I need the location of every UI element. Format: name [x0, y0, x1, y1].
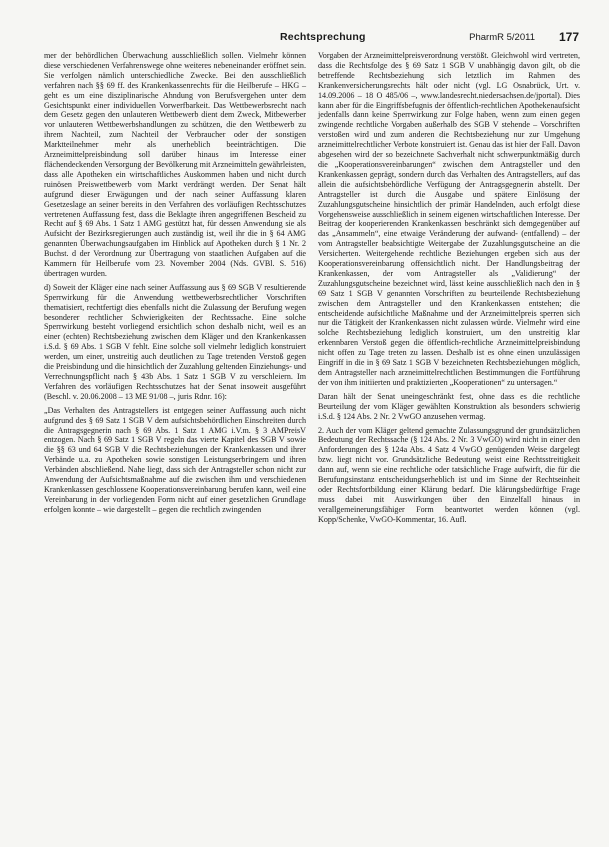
paragraph: mer der behördlichen Überwachung ausschließlich sollen. Vielmehr können diese verschiedenen Verfahrenswege ohne weiteres nebeneinander eröffnet sein. Sie verfolgen nämlich unterschiedliche Zwecke. Bei den ausschließlich verfahren nach §§ 69 ff. des Krankenkassenrechts für die Heilberufe – HKG – geht es um eine disziplinarische Ahndung von Berufsvergehen unter dem Gesichtspunkt einer individuellen Vorwerfbarkeit. Das Wettbewerbsrecht nach dem Gesetz gegen den unlauteren Wettbewerb dient dem Zweck, Mitbewerber vor unlauteren Wettbewerbshandlungen zu schützen, die den Wettbewerb zu ihrem Nachteil, zum Nachteil der Verbraucher oder der sonstigen Marktteilnehmer mehr als unerheblich beeinträchtigen. Die Arzneimittelpreisbindung soll darüber hinaus im Interesse einer flächendeckenden Versorgung der Bevölkerung mit Arzneimitteln gewährleisten, dass alle Apotheken ein wirtschaftliches Auskommen haben und nicht durch ruinösen Preiswettbewerb vom Markt verdrängt werden. Der Senat hält aufgrund dieser Erwägungen und der nach seiner Auffassung klaren Gesetzeslage an seiner bereits in den Verfahren des vorläufigen Rechtsschutzes vertretenen Auffassung fest, dass die Beklagte ihren angegriffenen Bescheid zu Recht auf § 69 Abs. 1 Satz 1 AMG gestützt hat, für dessen Anwendung sie als Aufsicht der Bezirksregierungen auch zuständig ist, weil ihr die in § 64 AMG genannten Überwachungsaufgaben im Hinblick auf Apotheken durch § 1 Nr. 2 Buchst. d der Verordnung zur Übertragung von staatlichen Aufgaben auf die Kammern für Heilberufe vom 23. November 2004 (Nds. GVBl. S. 516) übertragen wurden.	[44, 51, 306, 278]
paragraph: 2. Auch der vom Kläger geltend gemachte Zulassungsgrund der grundsätzlichen Bedeutung der Rechtssache (§ 124 Abs. 2 Nr. 3 VwGO) wird nicht in einer den Anforderungen des § 124a Abs. 4 Satz 4 VwGO genügenden Weise dargelegt bzw. liegt nicht vor. Grundsätzliche Bedeutung weist eine Rechtsstreitigkeit dann auf, wenn sie eine rechtliche oder tatsächliche Frage aufwirft, die für die Berufungsinstanz entscheidungserheblich ist und im Sinne der Rechtseinheit oder Rechtsfortbildung einer Klärung bedarf. Die klärungsbedürftige Frage muss dabei mit Auswirkungen über den Einzelfall hinaus in verallgemeinerungsfähiger Form beantwortet werden können (vgl. Kopp/Schenke, VwGO-Kommentar, 16. Aufl.	[318, 425, 580, 524]
left-text-column	[44, 51, 306, 519]
paragraph: d) Soweit der Kläger eine nach seiner Auffassung aus § 69 SGB V resultierende Sperrwirkung für die Anwendung wettbewerbsrechtlicher Vorschriften thematisiert, rechtfertigt dies ebenfalls nicht die Zulassung der Berufung wegen besonderer rechtlicher Schwierigkeiten der Rechtssache. Eine solche Sperrwirkung besteht vorliegend ersichtlich schon deshalb nicht, weil es an einer (echten) Rechtsbeziehung zwischen dem Kläger und den Krankenkassen i.S.d. § 69 Abs. 1 SGB V fehlt. Eine solche soll vielmehr lediglich konstruiert werden, um einer, unstreitig auch deutlichen zu Tage tretenden Verstoß gegen die Preisbindung und die hinsichtlich der Zuzahlung geltenden Einziehungs- und Verrechnungspflicht nach § 43b Abs. 1 Satz 1 SGB V zu verschleiern. Im Verfahren des vorläufigen Rechtsschutzes hat der Senat insoweit ausgeführt (Beschl. v. 20.06.2008 – 13 ME 91/08 –, juris Rdnr. 16):	[44, 282, 306, 401]
right-text-column	[318, 51, 580, 529]
journal-citation: PharmR 5/2011	[469, 32, 535, 43]
page-header	[42, 30, 579, 50]
section-title: Rechtsprechung	[280, 31, 366, 43]
paragraph: „Das Verhalten des Antragstellers ist entgegen seiner Auffassung auch nicht aufgrund des § 69 Satz 1 SGB V dem aufsichtsbehördlichen Einschreiten durch die Antragsgegnerin nach § 69 Abs. 1 Satz 1 AMG i.V.m. § 3 AMPreisV entzogen. Nach § 69 Satz 1 SGB V regeln das vierte Kapitel des SGB V sowie die §§ 63 und 64 SGB V die Rechtsbeziehungen der Krankenkassen und ihrer Verbände u.a. zu Apotheken sowie sonstigen Leistungserbringern und ihren Verbänden abschließend. Nahe liegt, dass sich der Antragsteller schon nicht zur Anwendung der Aufsichtsmaßnahme auf die zwischen ihm und verschiedenen Krankenkassen geschlossene Kooperationsvereinbarung berufen kann, weil eine Vereinbarung in der vorliegenden Form nicht auf einer gesetzlichen Grundlage erfolgen konnte – wie dargestellt – gegen die rechtlich zwingenden	[44, 405, 306, 514]
page-number: 177	[558, 30, 579, 44]
paragraph: Vorgaben der Arzneimittelpreisverordnung verstößt. Gleichwohl wird vertreten, dass die Rechtsfolge des § 69 Satz 1 SGB V unabhängig davon gilt, ob die betreffende Rechtsbeziehung sich letztlich im Rahmen des Krankenversicherungsrechts hält oder nicht (vgl. LG Osnabrück, Urt. v. 14.09.2006 – 18 O 485/06 –, www.landesrecht.niedersachsen.de/jportal). Dies kann aber für die Eingriffsbefugnis der öffentlich-rechtlichen Apothekenaufsicht jedenfalls dann keine Sperrwirkung zur Folge haben, wenn zum einen gegen zwingende rechtliche Vorgaben außerhalb des SGB V stehende – Vorschriften verstoßen wird und zum anderen die Rechtsbeziehung nur zur Umgehung arzneimittelrechtlicher Verbote konstruiert ist. Genau das ist hier der Fall. Davon abgesehen wird der so bezeichnete Sachverhalt nicht schwerpunktmäßig durch die „Kooperationsvereinbarungen“ zwischen dem Antragsteller und den Krankenkassen geprägt, sondern durch das Verhalten des Antragstellers, auf das allein die aufsichtsbehördliche Verfügung der Antragsgegnerin abstellt. Der Antragsteller ist durch die Ausgabe und spätere Einlösung der Zuzahlungsgutscheine hinsichtlich der primär Handelnden, auch erfolgt diese Vorgehensweise ausschließlich in seinem eigenen wirtschaftlichen Interesse. Der Beitrag der kooperierenden Krankenkassen beschränkt sich demgegenüber auf das „Ansammeln“, eine etwaige Veränderung der aufwand- (entfallend) – der vom Antragsteller beabsichtigte Weitergabe der Zuzahlungsgutscheine an die Versicherten. Weitergehende rechtliche Beziehungen ergeben sich aus der Kooperationsvereinbarung offensichtlich nicht. Der Handlungsbeitrag der Krankenkassen, der vom Antragsteller als „Validierung“ der Zuzahlungsgutscheine bezeichnet wird, lässt keine ausschließlich nach den in § 69 Satz 1 SGB V genannten Vorschriften zu beurteilende Rechtsbeziehung zwischen dem Antragsteller und den Krankenkassen entstehen; die entscheidende aufsichtliche Maßnahme und der Arzneimittelpreis sperren sich nur die Tätigkeit der Krankenkassen nicht zulassen würde. Vielmehr wird eine solche Rechtsbeziehung lediglich konstruiert, um den unstreitig klar erkennbaren Verstoß gegen die öffentlich-rechtliche Arzneimittelpreisbindung nicht offen zu Tage treten zu lassen. Deshalb ist es ohne einen unzulässigen Eingriff in die in § 69 Satz 1 SGB V bezeichneten Rechtsbeziehungen möglich, dem Antragsteller nach arzneimittelrechtlichen Bestimmungen die Fortführung der von ihm initiierten und praktizierten „Kooperationen“ zu untersagen.“	[318, 51, 580, 387]
paragraph: Daran hält der Senat uneingeschränkt fest, ohne dass es die rechtliche Beurteilung der vom Kläger gewählten Konstruktion als besonders schwierig i.S.d. § 124 Abs. 2 Nr. 2 VwGO anzusehen vermag.	[318, 391, 580, 421]
